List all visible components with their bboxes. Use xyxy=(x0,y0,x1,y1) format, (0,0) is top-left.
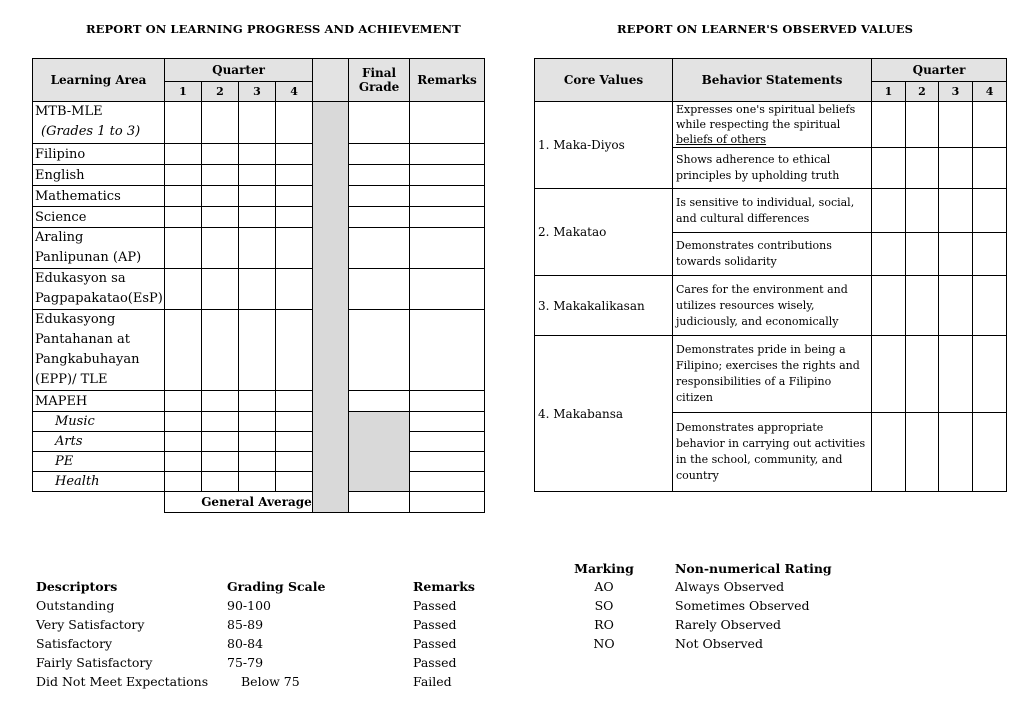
grade-cell xyxy=(202,228,239,269)
subject-mapeh: MAPEH xyxy=(33,391,165,412)
scale-label: Below 75 xyxy=(241,674,300,689)
final-grade-cell xyxy=(349,310,410,391)
remarks-cell xyxy=(410,228,485,269)
final-grade-cell xyxy=(349,391,410,412)
final-grade-cell xyxy=(349,102,410,144)
grade-cell xyxy=(202,472,239,492)
remark-label: Failed xyxy=(413,674,452,689)
final-grade-cell xyxy=(349,165,410,186)
remark-label: Passed xyxy=(413,598,457,613)
rating-cell xyxy=(939,233,973,276)
table-row xyxy=(33,207,485,228)
descriptors-header: Descriptors xyxy=(36,579,118,594)
learning-area-header: Learning Area xyxy=(33,59,165,102)
rating-cell xyxy=(906,276,939,336)
scale-label: 80-84 xyxy=(227,636,264,651)
rating-cell xyxy=(872,102,906,148)
grade-cell xyxy=(202,186,239,207)
grade-cell xyxy=(202,452,239,472)
remarks-cell xyxy=(410,102,485,144)
statement-line: in the school, community, and xyxy=(676,453,843,466)
rating-cell xyxy=(939,276,973,336)
final-grade-header: Final Grade xyxy=(349,59,410,102)
table-row xyxy=(33,165,485,186)
table-row xyxy=(33,102,485,144)
rating-cell xyxy=(973,148,1007,189)
grade-cell xyxy=(276,207,313,228)
mark-description: Rarely Observed xyxy=(675,617,782,632)
rating-cell xyxy=(973,276,1007,336)
quarter-3-header: 3 xyxy=(939,82,973,102)
grade-cell xyxy=(239,165,276,186)
subject-label: Pangkabuhayan xyxy=(35,352,140,367)
subject-label: Edukasyon sa xyxy=(35,271,126,286)
grade-cell xyxy=(165,102,202,144)
behavior-statement xyxy=(673,413,872,492)
learning-progress-table xyxy=(32,58,485,513)
rating-cell xyxy=(872,233,906,276)
grade-cell xyxy=(239,472,276,492)
grade-cell xyxy=(202,432,239,452)
mark-code: SO xyxy=(594,598,614,613)
remarks-cell xyxy=(410,412,485,432)
table-row xyxy=(33,144,485,165)
statement-line: judiciously, and economically xyxy=(676,314,839,328)
rating-cell xyxy=(973,413,1007,492)
grade-cell xyxy=(165,228,202,269)
grade-cell xyxy=(239,207,276,228)
descriptor-label: Fairly Satisfactory xyxy=(36,655,153,670)
behavior-statement xyxy=(673,189,872,233)
statement-line: responsibilities of a Filipino xyxy=(676,375,832,388)
remarks-cell xyxy=(410,144,485,165)
final-grade-cell xyxy=(349,144,410,165)
statement-line: towards solidarity xyxy=(676,255,777,268)
grade-cell xyxy=(276,412,313,432)
grade-cell xyxy=(276,102,313,144)
values-report-title: REPORT ON LEARNER'S OBSERVED VALUES xyxy=(617,22,914,36)
subject-health: Health xyxy=(33,472,165,492)
quarter-2-header: 2 xyxy=(202,82,239,102)
scale-label: 90-100 xyxy=(227,598,271,613)
behavior-statement xyxy=(673,336,872,413)
subject-label: Araling xyxy=(35,230,84,245)
descriptor-label: Very Satisfactory xyxy=(36,617,145,632)
grade-cell xyxy=(239,228,276,269)
statement-line: country xyxy=(676,469,719,482)
final-grade-cell xyxy=(349,186,410,207)
rating-cell xyxy=(939,336,973,413)
quarter-1-header: 1 xyxy=(872,82,906,102)
grade-cell xyxy=(239,144,276,165)
grading-scale-header: Grading Scale xyxy=(227,579,326,594)
rating-cell xyxy=(939,189,973,233)
core-value-makabansa: 4. Makabansa xyxy=(535,336,673,492)
scale-label: 75-79 xyxy=(227,655,264,670)
subject-mathematics: Mathematics xyxy=(33,186,165,207)
subject-label: Pantahanan at xyxy=(35,332,130,347)
table-row xyxy=(33,391,485,412)
statement-line: and cultural differences xyxy=(676,211,810,225)
mark-description: Not Observed xyxy=(675,636,763,651)
rating-cell xyxy=(973,102,1007,148)
general-average-remarks xyxy=(410,492,485,513)
statement-line: principles by upholding truth xyxy=(676,169,840,182)
grade-cell xyxy=(202,165,239,186)
grade-cell xyxy=(276,432,313,452)
subject-label: MTB-MLE xyxy=(35,104,103,119)
remarks-cell xyxy=(410,207,485,228)
mark-code: RO xyxy=(594,617,614,632)
table-row xyxy=(33,472,485,492)
subject-label: Edukasyong xyxy=(35,312,116,327)
table-row xyxy=(535,102,1007,148)
grade-cell xyxy=(165,472,202,492)
grade-cell xyxy=(276,165,313,186)
table-row xyxy=(33,228,485,269)
subject-epp-tle xyxy=(33,310,165,391)
core-value-makakalikasan: 3. Makakalikasan xyxy=(535,276,673,336)
general-average-label: General Average xyxy=(165,492,349,513)
grade-cell xyxy=(165,412,202,432)
grade-cell xyxy=(239,186,276,207)
final-grade-shaded-cell xyxy=(349,412,410,492)
mark-code: NO xyxy=(593,636,615,651)
statement-line: Filipino; exercises the rights and xyxy=(676,359,860,372)
core-value-makatao: 2. Makatao xyxy=(535,189,673,276)
remarks-cell xyxy=(410,472,485,492)
quarter-header: Quarter xyxy=(872,59,1007,82)
rating-cell xyxy=(973,233,1007,276)
grade-cell xyxy=(239,452,276,472)
statement-line: Shows adherence to ethical xyxy=(676,153,831,166)
table-row xyxy=(33,310,485,391)
grade-cell xyxy=(239,102,276,144)
mark-description: Sometimes Observed xyxy=(675,598,810,613)
behavior-statement xyxy=(673,276,872,336)
marking-header: Marking xyxy=(574,561,634,576)
subject-label: Panlipunan (AP) xyxy=(35,250,142,265)
grade-cell xyxy=(202,207,239,228)
rating-cell xyxy=(872,189,906,233)
empty-cell xyxy=(33,492,165,513)
remarks-cell xyxy=(410,165,485,186)
rating-cell xyxy=(872,336,906,413)
grade-cell xyxy=(276,452,313,472)
grade-cell xyxy=(202,391,239,412)
progress-report-title: REPORT ON LEARNING PROGRESS AND ACHIEVEMENT xyxy=(86,22,461,36)
rating-cell xyxy=(973,336,1007,413)
quarter-4-header: 4 xyxy=(973,82,1007,102)
subject-label: Pagpapakatao(EsP) xyxy=(35,291,163,306)
grade-cell xyxy=(202,269,239,310)
grade-cell xyxy=(165,269,202,310)
grade-cell xyxy=(239,269,276,310)
quarter-3-header: 3 xyxy=(239,82,276,102)
behavior-statement xyxy=(673,233,872,276)
statement-line: Is sensitive to individual, social, xyxy=(676,195,855,209)
subject-pe: PE xyxy=(33,452,165,472)
statement-line: citizen xyxy=(676,391,714,404)
remarks-cell xyxy=(410,186,485,207)
quarter-4-header: 4 xyxy=(276,82,313,102)
final-grade-cell xyxy=(349,228,410,269)
remarks-cell xyxy=(410,310,485,391)
table-row xyxy=(535,336,1007,413)
grade-cell xyxy=(276,269,313,310)
core-values-header: Core Values xyxy=(535,59,673,102)
final-grade-cell xyxy=(349,207,410,228)
rating-cell xyxy=(906,413,939,492)
behavior-statement xyxy=(673,102,872,148)
rating-cell xyxy=(939,102,973,148)
subject-mtb-mle xyxy=(33,102,165,144)
subject-esp xyxy=(33,269,165,310)
grade-cell xyxy=(239,412,276,432)
observed-values-table xyxy=(534,58,1007,492)
core-value-maka-diyos: 1. Maka-Diyos xyxy=(535,102,673,189)
grade-cell xyxy=(165,310,202,391)
subject-arts: Arts xyxy=(33,432,165,452)
descriptor-label: Satisfactory xyxy=(36,636,113,651)
remark-label: Passed xyxy=(413,617,457,632)
grade-cell xyxy=(165,452,202,472)
rating-cell xyxy=(872,276,906,336)
subject-araling-panlipunan xyxy=(33,228,165,269)
grade-cell xyxy=(239,310,276,391)
rating-header: Non-numerical Rating xyxy=(675,561,832,576)
quarter-2-header: 2 xyxy=(906,82,939,102)
blank-header xyxy=(313,59,349,102)
statement-line: utilizes resources wisely, xyxy=(676,298,815,312)
remarks-cell xyxy=(410,391,485,412)
grade-cell xyxy=(165,144,202,165)
remarks-cell xyxy=(410,269,485,310)
rating-cell xyxy=(939,148,973,189)
final-grade-cell xyxy=(349,269,410,310)
rating-cell xyxy=(973,189,1007,233)
descriptor-label: Outstanding xyxy=(36,598,115,613)
grade-cell xyxy=(202,144,239,165)
statement-line: behavior in carrying out activities xyxy=(676,437,866,450)
remarks-header: Remarks xyxy=(410,59,485,102)
grade-cell xyxy=(165,207,202,228)
rating-cell xyxy=(906,148,939,189)
statement-line: Cares for the environment and xyxy=(676,282,848,296)
grade-cell xyxy=(202,412,239,432)
table-row xyxy=(33,452,485,472)
remark-label: Passed xyxy=(413,655,457,670)
table-row xyxy=(33,412,485,432)
table-row xyxy=(33,269,485,310)
table-row xyxy=(535,276,1007,336)
general-average-value xyxy=(349,492,410,513)
rating-cell xyxy=(906,233,939,276)
behavior-statement xyxy=(673,148,872,189)
subject-label: (EPP)/ TLE xyxy=(35,372,108,387)
rating-cell xyxy=(872,148,906,189)
rating-cell xyxy=(906,189,939,233)
descriptor-label: Did Not Meet Expectations xyxy=(36,674,209,689)
grade-cell xyxy=(276,310,313,391)
mark-code: AO xyxy=(594,579,614,594)
table-row xyxy=(33,432,485,452)
scale-label: 85-89 xyxy=(227,617,264,632)
subject-science: Science xyxy=(33,207,165,228)
grade-cell xyxy=(202,310,239,391)
grade-cell xyxy=(165,186,202,207)
quarter-header: Quarter xyxy=(165,59,313,82)
remarks-cell xyxy=(410,452,485,472)
behavior-statements-header: Behavior Statements xyxy=(673,59,872,102)
grade-cell xyxy=(276,186,313,207)
remarks-legend-header: Remarks xyxy=(413,579,475,594)
statement-line: beliefs of others xyxy=(676,133,767,146)
shaded-column xyxy=(313,102,349,513)
grade-cell xyxy=(276,391,313,412)
statement-line: while respecting the spiritual xyxy=(676,118,841,131)
quarter-1-header: 1 xyxy=(165,82,202,102)
rating-cell xyxy=(906,102,939,148)
rating-cell xyxy=(906,336,939,413)
remarks-cell xyxy=(410,432,485,452)
rating-cell xyxy=(939,413,973,492)
subject-english: English xyxy=(33,165,165,186)
statement-line: Expresses one's spiritual beliefs xyxy=(676,103,856,116)
grade-cell xyxy=(165,165,202,186)
subject-note: (Grades 1 to 3) xyxy=(41,124,141,139)
grade-cell xyxy=(276,228,313,269)
general-average-row xyxy=(33,492,485,513)
grade-cell xyxy=(239,391,276,412)
statement-line: Demonstrates appropriate xyxy=(676,421,824,434)
subject-filipino: Filipino xyxy=(33,144,165,165)
remark-label: Passed xyxy=(413,636,457,651)
subject-music: Music xyxy=(33,412,165,432)
grade-cell xyxy=(276,144,313,165)
grade-cell xyxy=(165,432,202,452)
grade-cell xyxy=(239,432,276,452)
grade-cell xyxy=(276,472,313,492)
statement-line: Demonstrates contributions xyxy=(676,239,832,252)
table-row xyxy=(33,186,485,207)
statement-line: Demonstrates pride in being a xyxy=(676,343,846,356)
table-row xyxy=(535,189,1007,233)
mark-description: Always Observed xyxy=(675,579,785,594)
grade-cell xyxy=(165,391,202,412)
grade-cell xyxy=(202,102,239,144)
rating-cell xyxy=(872,413,906,492)
